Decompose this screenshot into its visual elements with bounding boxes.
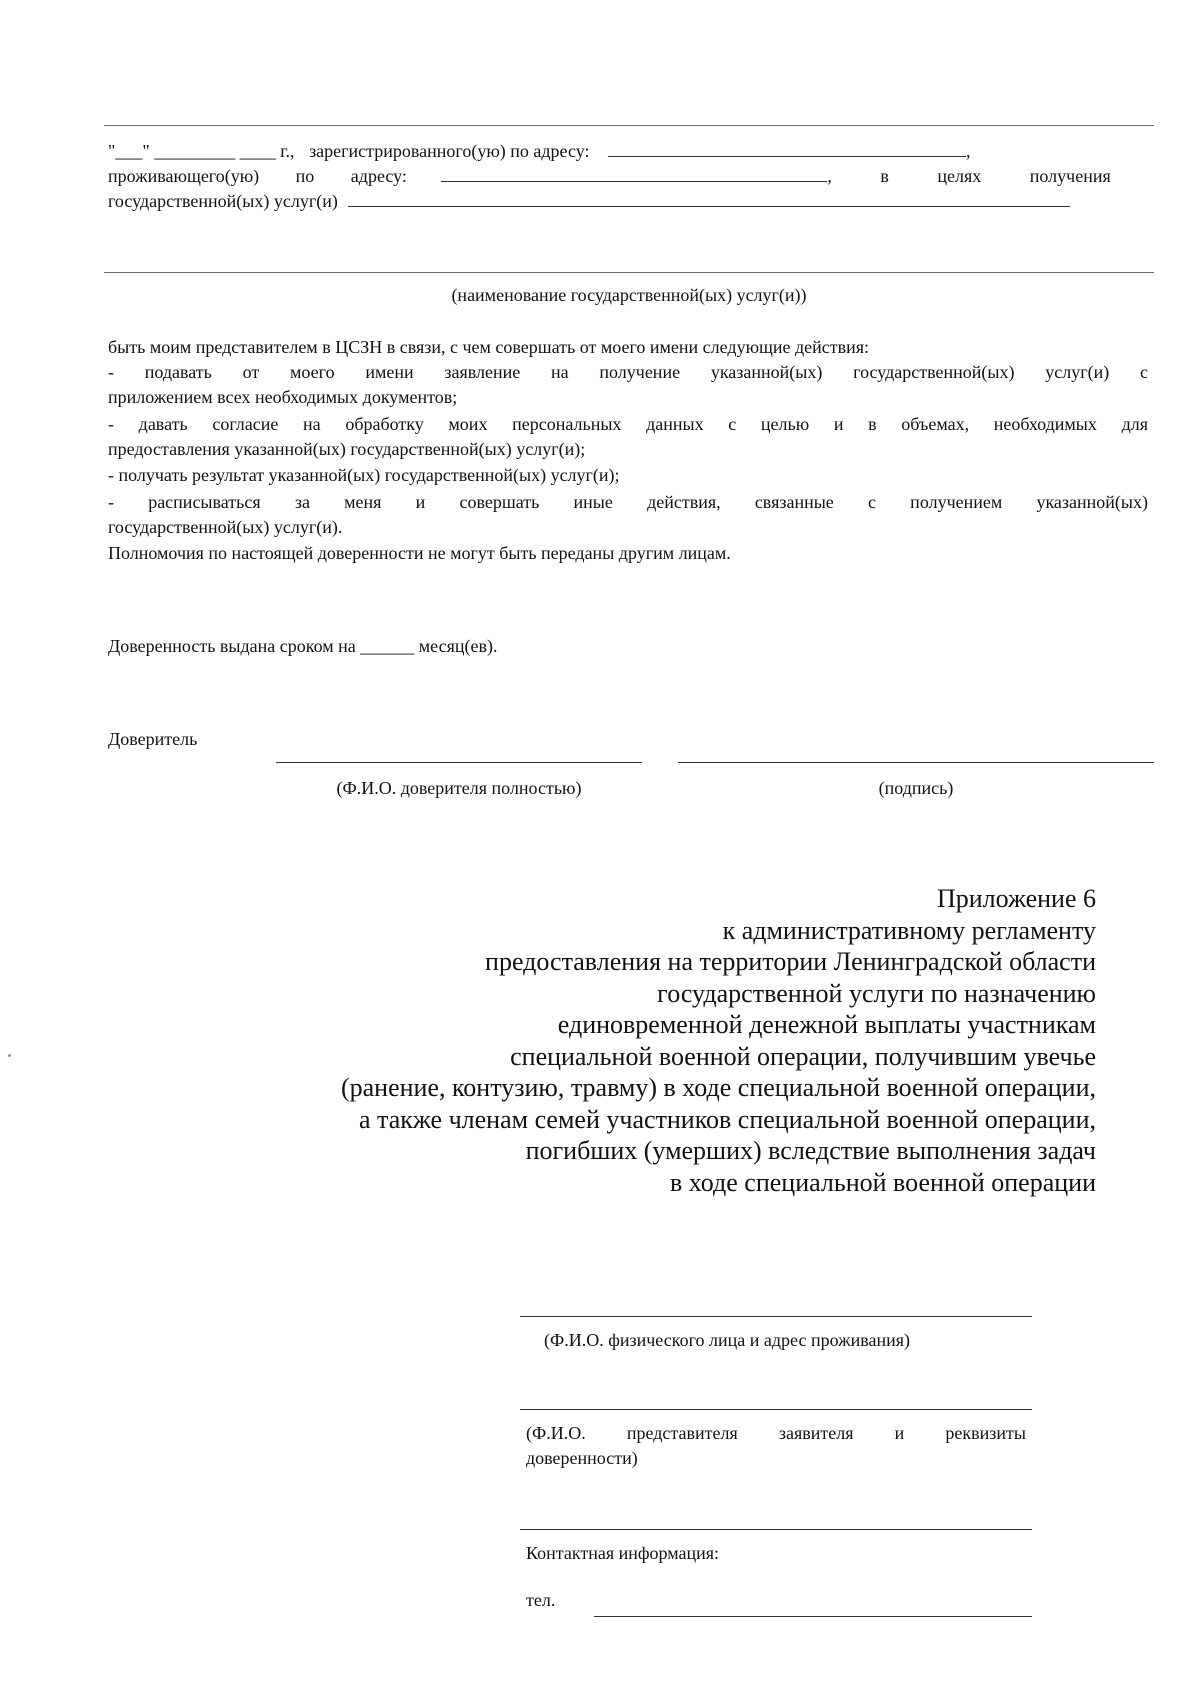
term-label: Доверенность выдана сроком на xyxy=(108,636,356,656)
registered-address-field[interactable] xyxy=(608,140,966,157)
residing-address-label: проживающего(ую) по адресу: xyxy=(108,166,407,186)
body-closing: Полномочия по настоящей доверенности не могут быть переданы другим лицам. xyxy=(108,543,731,563)
appendix-line: единовременной денежной выплаты участникам xyxy=(557,1010,1096,1039)
service-line xyxy=(108,190,1148,212)
body-item4-line2: государственной(ых) услуг(и). xyxy=(108,517,343,537)
service-name-rule xyxy=(104,272,1154,273)
contact-info-label: Контактная информация: xyxy=(526,1543,720,1563)
registered-address-label: зарегистрированного(ую) по адресу: xyxy=(309,141,590,161)
date-registration-line xyxy=(108,140,1148,162)
body-item2-line2: предоставления указанной(ых) государственной(ых) услуг(и); xyxy=(108,439,586,459)
applicant-rep-caption-line2: доверенности) xyxy=(526,1448,638,1468)
registered-address-comma: , xyxy=(966,141,971,161)
body-item1-line1: - подавать от моего имени заявление на получение указанной(ых) государственной(ых) услуг(и) с xyxy=(108,362,1148,382)
service-name-caption: (наименование государственной(ых) услуг(и)) xyxy=(451,285,807,305)
applicant-person-field[interactable] xyxy=(520,1316,1032,1317)
date-blanks: "___" _________ ____ г., xyxy=(108,141,295,161)
appendix-line: специальной военной операции, получившим увечье xyxy=(510,1041,1096,1071)
appendix-line: погибших (умерших) вследствие выполнения задач xyxy=(525,1136,1096,1165)
principal-signature-caption: (подпись) xyxy=(878,778,954,798)
appendix-line: предоставления на территории Ленинградской области xyxy=(485,947,1096,976)
residing-address-field[interactable] xyxy=(441,165,827,182)
service-label: государственной(ых) услуг(и) xyxy=(108,191,338,211)
purpose-label: , в целях получения xyxy=(827,166,1111,186)
appendix-line: (ранение, контузию, травму) в ходе специальной военной операции, xyxy=(340,1073,1096,1102)
phone-label: тел. xyxy=(526,1590,556,1610)
body-item4-line1: - расписываться за меня и совершать иные действия, связанные с получением указанной(ых) xyxy=(108,492,1148,512)
top-divider xyxy=(104,125,1154,126)
principal-name-caption: (Ф.И.О. доверителя полностью) xyxy=(336,778,582,798)
appendix-line: государственной услуги по назначению xyxy=(657,978,1096,1008)
term-unit: месяц(ев). xyxy=(418,636,498,656)
scan-artifact xyxy=(8,1054,11,1057)
appendix-line: а также членам семей участников специальной военной операции, xyxy=(359,1104,1096,1134)
principal-name-field[interactable] xyxy=(276,762,642,763)
applicant-rep-caption-line1: (Ф.И.О. представителя заявителя и реквизиты xyxy=(526,1423,1026,1443)
applicant-contact-field[interactable] xyxy=(520,1529,1032,1530)
principal-signature-field[interactable] xyxy=(678,762,1154,763)
term-line xyxy=(108,636,498,657)
principal-label: Доверитель xyxy=(108,729,198,749)
body-intro: быть моим представителем в ЦСЗН в связи, с чем совершать от моего имени следующие действия: xyxy=(108,337,870,357)
appendix-heading xyxy=(236,883,1096,1198)
applicant-person-caption: (Ф.И.О. физического лица и адрес проживания) xyxy=(544,1330,910,1350)
appendix-line: к административному регламенту xyxy=(722,915,1096,945)
body-item1-line2: приложением всех необходимых документов; xyxy=(108,387,458,407)
phone-field[interactable] xyxy=(594,1616,1032,1617)
applicant-rep-field[interactable] xyxy=(520,1409,1032,1410)
body-item3: - получать результат указанной(ых) государственной(ых) услуг(и); xyxy=(108,465,620,485)
service-name-field[interactable] xyxy=(348,190,1070,207)
term-months-field[interactable]: ______ xyxy=(360,636,415,656)
appendix-title: Приложение 6 xyxy=(936,884,1096,913)
appendix-line: в ходе специальной военной операции xyxy=(670,1167,1096,1197)
residing-address-line xyxy=(108,165,1148,187)
body-item2-line1: - давать согласие на обработку моих персональных данных с целью и в объемах, необходимых для xyxy=(108,414,1148,434)
